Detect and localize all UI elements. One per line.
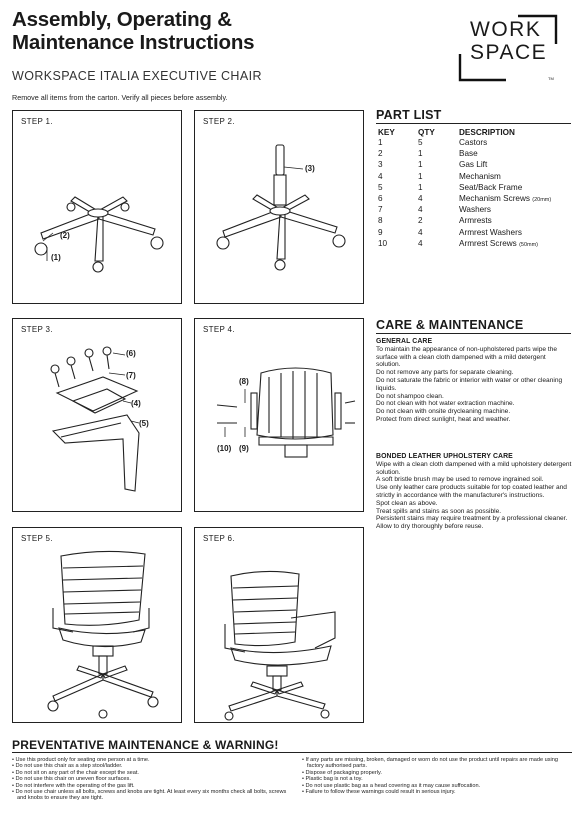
table-row (378, 138, 551, 149)
part-qty: 4 (418, 227, 423, 237)
part-desc-text: Armrests (459, 216, 492, 226)
table-row (378, 172, 551, 183)
part-key: 8 (378, 216, 383, 226)
part-desc-text: Mechanism (459, 171, 501, 181)
product-subtitle: WORKSPACE ITALIA EXECUTIVE CHAIR (12, 69, 262, 83)
callout-3: (3) (305, 164, 315, 173)
callout-6: (6) (126, 349, 136, 358)
general-care-list (376, 346, 572, 424)
part-desc-note: (50mm) (519, 241, 539, 248)
general-care-heading: GENERAL CARE (376, 338, 433, 345)
part-key: 10 (378, 238, 388, 248)
table-row (378, 216, 551, 227)
star-base-illustration (13, 111, 183, 305)
bonded-care-section (376, 453, 572, 531)
part-qty: 1 (418, 160, 423, 170)
assembled-chair-angle-illustration (195, 528, 365, 724)
assembled-chair-front-illustration (13, 528, 183, 724)
part-qty: 5 (418, 138, 423, 147)
callout-8: (8) (239, 377, 249, 386)
list-item: • Do not use plastic bag as a head covering as it may cause suffocation. (302, 782, 481, 789)
general-care-section (376, 338, 572, 424)
step-2-panel (194, 110, 364, 304)
list-item: • Plastic bag is not a toy. (302, 776, 363, 783)
list-item: Do not shampoo clean. (376, 392, 444, 400)
part-desc-text: Armrest Washers (459, 227, 522, 237)
part-description (459, 160, 551, 171)
carton-note: Remove all items from the carton. Verify all pieces before assembly. (12, 93, 228, 102)
part-key: 4 (378, 171, 383, 181)
list-item: • Failure to follow these warnings could result in serious injury. (302, 789, 456, 796)
col-key: KEY (378, 128, 395, 137)
step-5-panel (12, 527, 182, 723)
step-5-label: STEP 5. (21, 534, 53, 543)
col-qty: QTY (418, 128, 435, 137)
step-1-panel (12, 110, 182, 304)
part-desc-text: Armrest Screws (459, 238, 517, 248)
part-qty: 4 (418, 194, 423, 204)
table-row (378, 160, 551, 171)
part-desc-text: Base (459, 149, 478, 159)
callout-1: (1) (51, 253, 61, 262)
warning-right-column (302, 757, 574, 795)
list-item: Protect from direct sunlight, heat and weather. (376, 415, 511, 423)
part-desc-text: Seat/Back Frame (459, 182, 523, 192)
part-qty: 4 (418, 238, 423, 248)
mechanism-illustration (13, 319, 183, 513)
step-3-label: STEP 3. (21, 325, 53, 334)
title-line-2: Maintenance Instructions (12, 31, 255, 54)
part-key: 9 (378, 227, 383, 237)
table-row (378, 194, 551, 205)
list-item: Do not clean with onsite drycleaning machine. (376, 408, 511, 416)
step-6-label: STEP 6. (203, 534, 235, 543)
logo-tm: TM (548, 76, 554, 81)
part-desc-text: Mechanism Screws (459, 194, 530, 204)
list-item: A soft bristle brush may be used to remove ingrained soil. (376, 476, 544, 484)
list-item: • If any parts are missing, broken, damaged or worn do not use the product until repairs are made using factory authorised parts. (302, 757, 558, 770)
list-item: Treat spills and stains as soon as possible. (376, 507, 502, 515)
callout-9: (9) (239, 444, 249, 453)
bonded-care-heading: BONDED LEATHER UPHOLSTERY CARE (376, 453, 513, 460)
list-item: Do not remove any parts for separate cleaning. (376, 369, 514, 377)
part-list-header-row (378, 128, 551, 138)
table-row (378, 205, 551, 216)
callout-10: (10) (217, 444, 232, 453)
logo-line-2: SPACE (470, 41, 548, 64)
part-list-rule (376, 123, 571, 124)
title-line-1: Assembly, Operating & (12, 8, 232, 31)
part-desc-note: (20mm) (532, 197, 552, 204)
part-qty: 1 (418, 171, 423, 181)
part-key: 2 (378, 149, 383, 159)
list-item: • Dispose of packaging properly. (302, 769, 382, 776)
part-description (459, 194, 551, 205)
page-title (12, 8, 254, 54)
part-qty: 1 (418, 182, 423, 192)
part-list-table (378, 128, 551, 250)
part-key: 7 (378, 205, 383, 215)
warning-left-column (12, 757, 294, 802)
table-row (378, 239, 551, 250)
warning-heading: PREVENTATIVE MAINTENANCE & WARNING! (12, 738, 279, 752)
part-key: 5 (378, 182, 383, 192)
list-item: To maintain the appearance of non-upholstered parts wipe the surface with a clean cloth dampened with a mild detergent solution. (376, 345, 558, 369)
callout-2: (2) (60, 231, 70, 240)
part-qty: 2 (418, 216, 423, 226)
part-key: 6 (378, 194, 383, 204)
callout-4: (4) (131, 399, 141, 408)
list-item: • Use this product only for seating one person at a time. (12, 757, 150, 763)
table-row (378, 149, 551, 160)
list-item: • Do not use this chair as a step stool/ladder. (12, 763, 123, 770)
list-item: Do not saturate the fabric or interior with water or other cleaning liquids. (376, 376, 563, 392)
table-row (378, 183, 551, 194)
list-item: • Do not sit on any part of the chair except the seat. (12, 769, 139, 776)
list-item: Do not clean with hot water extraction machine. (376, 400, 515, 408)
part-key: 1 (378, 138, 383, 147)
part-desc-text: Gas Lift (459, 160, 488, 170)
part-qty: 1 (418, 149, 423, 159)
callout-5: (5) (139, 419, 149, 428)
list-item: Allow to dry thoroughly before reuse. (376, 523, 484, 531)
list-item: Spot clean as above. (376, 499, 438, 507)
step-1-label: STEP 1. (21, 117, 53, 126)
part-description (459, 205, 551, 216)
armrest-illustration (195, 319, 365, 513)
col-description: DESCRIPTION (459, 128, 515, 137)
logo-line-1: WORK (470, 18, 542, 41)
step-2-label: STEP 2. (203, 117, 235, 126)
warning-rule (12, 752, 572, 753)
part-key: 3 (378, 160, 383, 170)
part-description (459, 172, 551, 183)
gas-lift-illustration (195, 111, 365, 305)
part-description (459, 149, 551, 160)
part-desc-text: Washers (459, 205, 491, 215)
list-item: Wipe with a clean cloth dampened with a mild upholstery detergent solution. (376, 460, 572, 476)
callout-7: (7) (126, 371, 136, 380)
list-item: • Do not use chair unless all bolts, screws and knobs are tight. At least every six months check all bolts, screws and knobs to ensure they are tight. (12, 789, 287, 802)
care-heading: CARE & MAINTENANCE (376, 318, 524, 332)
part-description (459, 216, 551, 227)
step-4-label: STEP 4. (203, 325, 235, 334)
part-description (459, 228, 551, 239)
bonded-care-list (376, 461, 572, 531)
list-item: • Do not interfere with the operating of the gas lift. (12, 782, 135, 789)
list-item: Persistent stains may require treatment by a professional cleaner. (376, 515, 568, 523)
part-description (459, 138, 551, 149)
part-description (459, 183, 551, 194)
step-4-panel (194, 318, 364, 512)
list-item: Use only leather care products suitable for top coated leather and strictly in accordance with the manufacturer's instructions. (376, 484, 567, 499)
care-rule (376, 333, 571, 334)
part-desc-text: Castors (459, 138, 488, 147)
step-3-panel (12, 318, 182, 512)
step-6-panel (194, 527, 364, 723)
table-row (378, 228, 551, 239)
part-qty: 4 (418, 205, 423, 215)
workspace-logo (458, 14, 558, 84)
list-item: • Do not use this chair on uneven floor surfaces. (12, 776, 131, 783)
part-list-heading: PART LIST (376, 108, 442, 122)
part-description (459, 239, 551, 250)
